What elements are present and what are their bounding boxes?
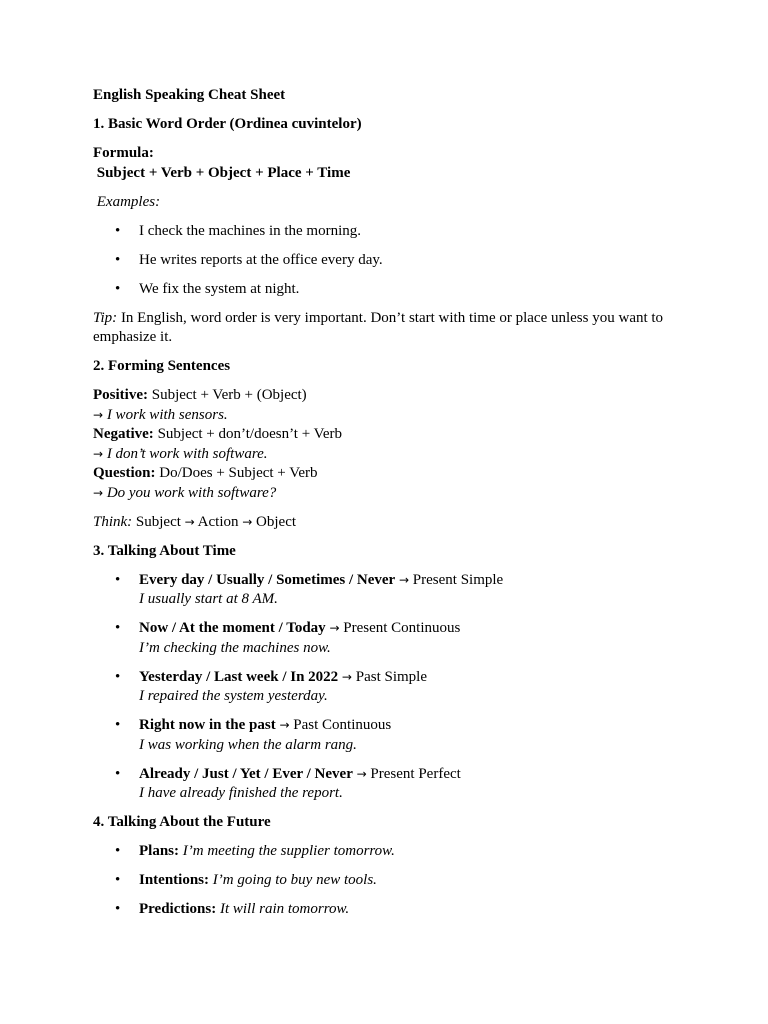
- section3-heading-text: 3. Talking About Time: [93, 542, 236, 559]
- section1-heading: [93, 115, 683, 135]
- arrow-icon: →: [242, 514, 253, 529]
- tip-paragraph: [93, 309, 683, 348]
- time-example: I repaired the system yesterday.: [139, 688, 328, 704]
- question-rule: Do/Does + Subject + Verb: [155, 465, 318, 481]
- future-example: I’m meeting the supplier tomorrow.: [182, 843, 395, 859]
- section4-heading: [93, 813, 683, 833]
- section3-heading: [93, 542, 683, 562]
- think-object: Object: [252, 513, 297, 530]
- tense-name: Present Perfect: [366, 765, 461, 782]
- list-item: • He writes reports at the office every day.: [93, 251, 683, 271]
- question-label: Question:: [93, 465, 156, 481]
- positive-label: Positive:: [93, 387, 148, 403]
- tense-name: Past Simple: [351, 668, 427, 685]
- arrow-icon: →: [93, 407, 104, 422]
- arrow-icon: →: [398, 572, 410, 587]
- arrow-icon: →: [93, 446, 104, 461]
- list-item: • I check the machines in the morning.: [93, 222, 683, 242]
- tip-text: In English, word order is very important. Don’t start with time or place unless you want to emphasize it.: [93, 309, 664, 345]
- negative-example: I don’t work with software.: [106, 445, 268, 462]
- section4-heading-text: 4. Talking About the Future: [93, 814, 271, 830]
- sentence-forms-block: [93, 386, 683, 503]
- question-example: Do you work with software?: [106, 484, 277, 501]
- future-example: It will rain tomorrow.: [219, 901, 350, 917]
- think-action: Action: [194, 513, 243, 530]
- list-item: [93, 571, 683, 610]
- time-keywords: Right now in the past: [139, 717, 276, 733]
- positive-example: I work with sensors.: [106, 406, 228, 423]
- list-item: [93, 900, 683, 920]
- time-keywords: Yesterday / Last week / In 2022: [139, 668, 339, 685]
- think-line: [93, 513, 683, 533]
- tense-name: Past Continuous: [289, 717, 392, 733]
- list-item: [93, 619, 683, 658]
- examples-label: Examples:: [96, 193, 161, 210]
- formula-block: [93, 144, 683, 183]
- formula-text: Subject + Verb + Object + Place + Time: [96, 164, 351, 181]
- document-title: [93, 86, 683, 106]
- arrow-icon: →: [341, 669, 352, 684]
- tip-label: Tip:: [93, 309, 118, 326]
- list-item: [93, 716, 683, 755]
- time-example: I have already finished the report.: [139, 785, 343, 801]
- examples-label-line: [93, 193, 683, 213]
- time-example: I was working when the alarm rang.: [139, 736, 357, 753]
- title-text: English Speaking Cheat Sheet: [93, 87, 286, 103]
- list-item: [93, 842, 683, 862]
- section1-heading-text: 1. Basic Word Order (Ordinea cuvintelor): [93, 116, 362, 132]
- time-example: I’m checking the machines now.: [139, 639, 331, 656]
- negative-rule: Subject + don’t/doesn’t + Verb: [153, 426, 342, 442]
- document-page: [93, 86, 683, 920]
- section2-heading: [93, 357, 683, 377]
- tense-name: Present Continuous: [339, 620, 461, 636]
- arrow-icon: →: [93, 485, 104, 500]
- think-label: Think:: [93, 513, 133, 530]
- section2-heading-text: 2. Forming Sentences: [93, 358, 231, 374]
- time-keywords: Every day / Usually / Sometimes / Never: [139, 571, 396, 588]
- future-label: Plans:: [139, 843, 180, 859]
- time-keywords: Now / At the moment / Today: [139, 620, 326, 636]
- arrow-icon: →: [329, 621, 340, 635]
- tense-name: Present Simple: [409, 571, 504, 588]
- list-item: [93, 765, 683, 804]
- think-subject: Subject: [132, 513, 185, 530]
- future-label: Intentions:: [139, 872, 210, 888]
- formula-label: Formula:: [93, 145, 154, 161]
- future-list: [93, 842, 683, 920]
- arrow-icon: →: [184, 514, 195, 529]
- list-item: [93, 871, 683, 891]
- list-item: • We fix the system at night.: [93, 280, 683, 300]
- list-item: [93, 668, 683, 707]
- time-list: [93, 571, 683, 804]
- negative-label: Negative:: [93, 426, 154, 442]
- future-label: Predictions:: [139, 901, 217, 917]
- examples-list: [93, 222, 683, 300]
- positive-rule: Subject + Verb + (Object): [147, 387, 307, 403]
- arrow-icon: →: [279, 718, 290, 732]
- future-example: I’m going to buy new tools.: [212, 872, 377, 888]
- time-example: I usually start at 8 AM.: [139, 591, 278, 607]
- time-keywords: Already / Just / Yet / Ever / Never: [139, 765, 353, 782]
- arrow-icon: →: [356, 766, 367, 781]
